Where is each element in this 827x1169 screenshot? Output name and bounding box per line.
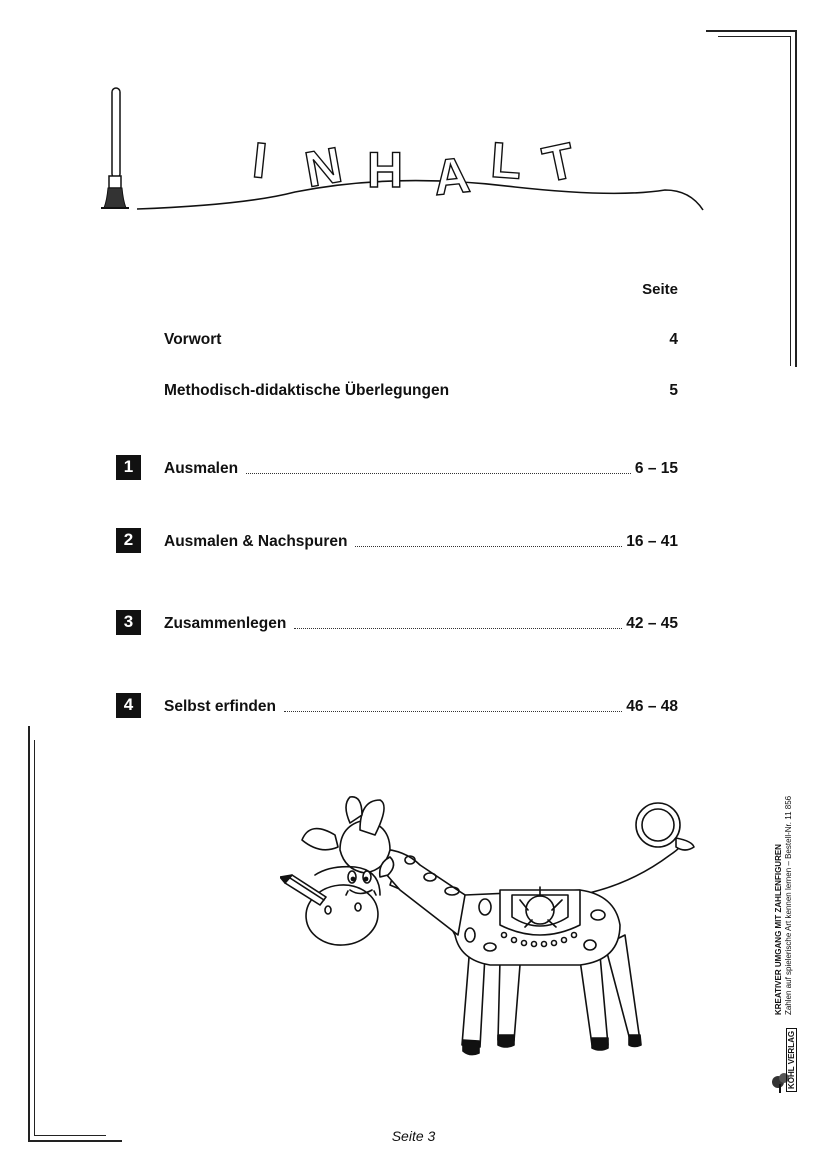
dot-leader: [355, 545, 622, 547]
toc-entry-page: 42 – 45: [626, 615, 678, 632]
chapter-number-badge: 3: [116, 610, 141, 635]
page-number: Seite 3: [391, 1128, 436, 1144]
toc-entry-page: 46 – 48: [626, 698, 678, 715]
toc-entry-ausmalen-nachspuren[interactable]: [116, 529, 678, 551]
heading-letter: N: [300, 136, 347, 199]
toc-entry-selbst-erfinden[interactable]: [116, 694, 678, 716]
heading-letter: A: [430, 146, 473, 207]
toc-entry-title: Ausmalen & Nachspuren: [164, 533, 348, 550]
sidebar-credit-title: KREATIVER UMGANG MIT ZAHLENFIGUREN: [774, 844, 783, 1015]
toc-entry-ausmalen[interactable]: [116, 456, 678, 478]
corner-frame-bottom-left: [28, 726, 122, 1142]
publisher-name: KOHL VERLAG: [786, 1028, 797, 1092]
toc-entry-title: Methodisch-didaktische Überlegungen: [164, 382, 450, 399]
giraffe-illustration: [280, 795, 700, 1060]
sidebar-credit-subtitle: Zahlen auf spielerische Art kennen lernen – Bestell-Nr. 11 856: [784, 795, 793, 1015]
heading-letter: T: [537, 132, 580, 194]
toc-entry-page: 16 – 41: [626, 533, 678, 550]
toc-entry-zusammenlegen[interactable]: [116, 611, 678, 633]
inhalt-heading: [95, 80, 710, 220]
toc-entry-methodisch[interactable]: [116, 378, 678, 400]
heading-letter: I: [250, 131, 270, 190]
toc-entry-title: Vorwort: [164, 331, 222, 348]
chapter-number-badge: 4: [116, 693, 141, 718]
toc-entry-page: 4: [669, 331, 678, 348]
toc-entry-vorwort[interactable]: [116, 327, 678, 349]
toc-entry-title: Zusammenlegen: [164, 615, 287, 632]
heading-letter: H: [367, 142, 404, 198]
toc-entry-page: 6 – 15: [634, 460, 678, 477]
chapter-number-badge: 2: [116, 528, 141, 553]
dot-leader: [294, 627, 622, 629]
page-column-header: Seite: [642, 281, 678, 298]
dot-leader: [284, 710, 622, 712]
heading-letter: L: [489, 131, 524, 190]
toc-entry-title: Selbst erfinden: [164, 698, 276, 715]
paintbrush-icon: [101, 88, 129, 208]
chapter-number-badge: 1: [116, 455, 141, 480]
publisher-logo: [768, 1030, 798, 1095]
corner-frame-top-right: [706, 30, 797, 367]
toc-entry-page: 5: [669, 382, 678, 399]
toc-entry-title: Ausmalen: [164, 460, 239, 477]
dot-leader: [246, 472, 631, 474]
